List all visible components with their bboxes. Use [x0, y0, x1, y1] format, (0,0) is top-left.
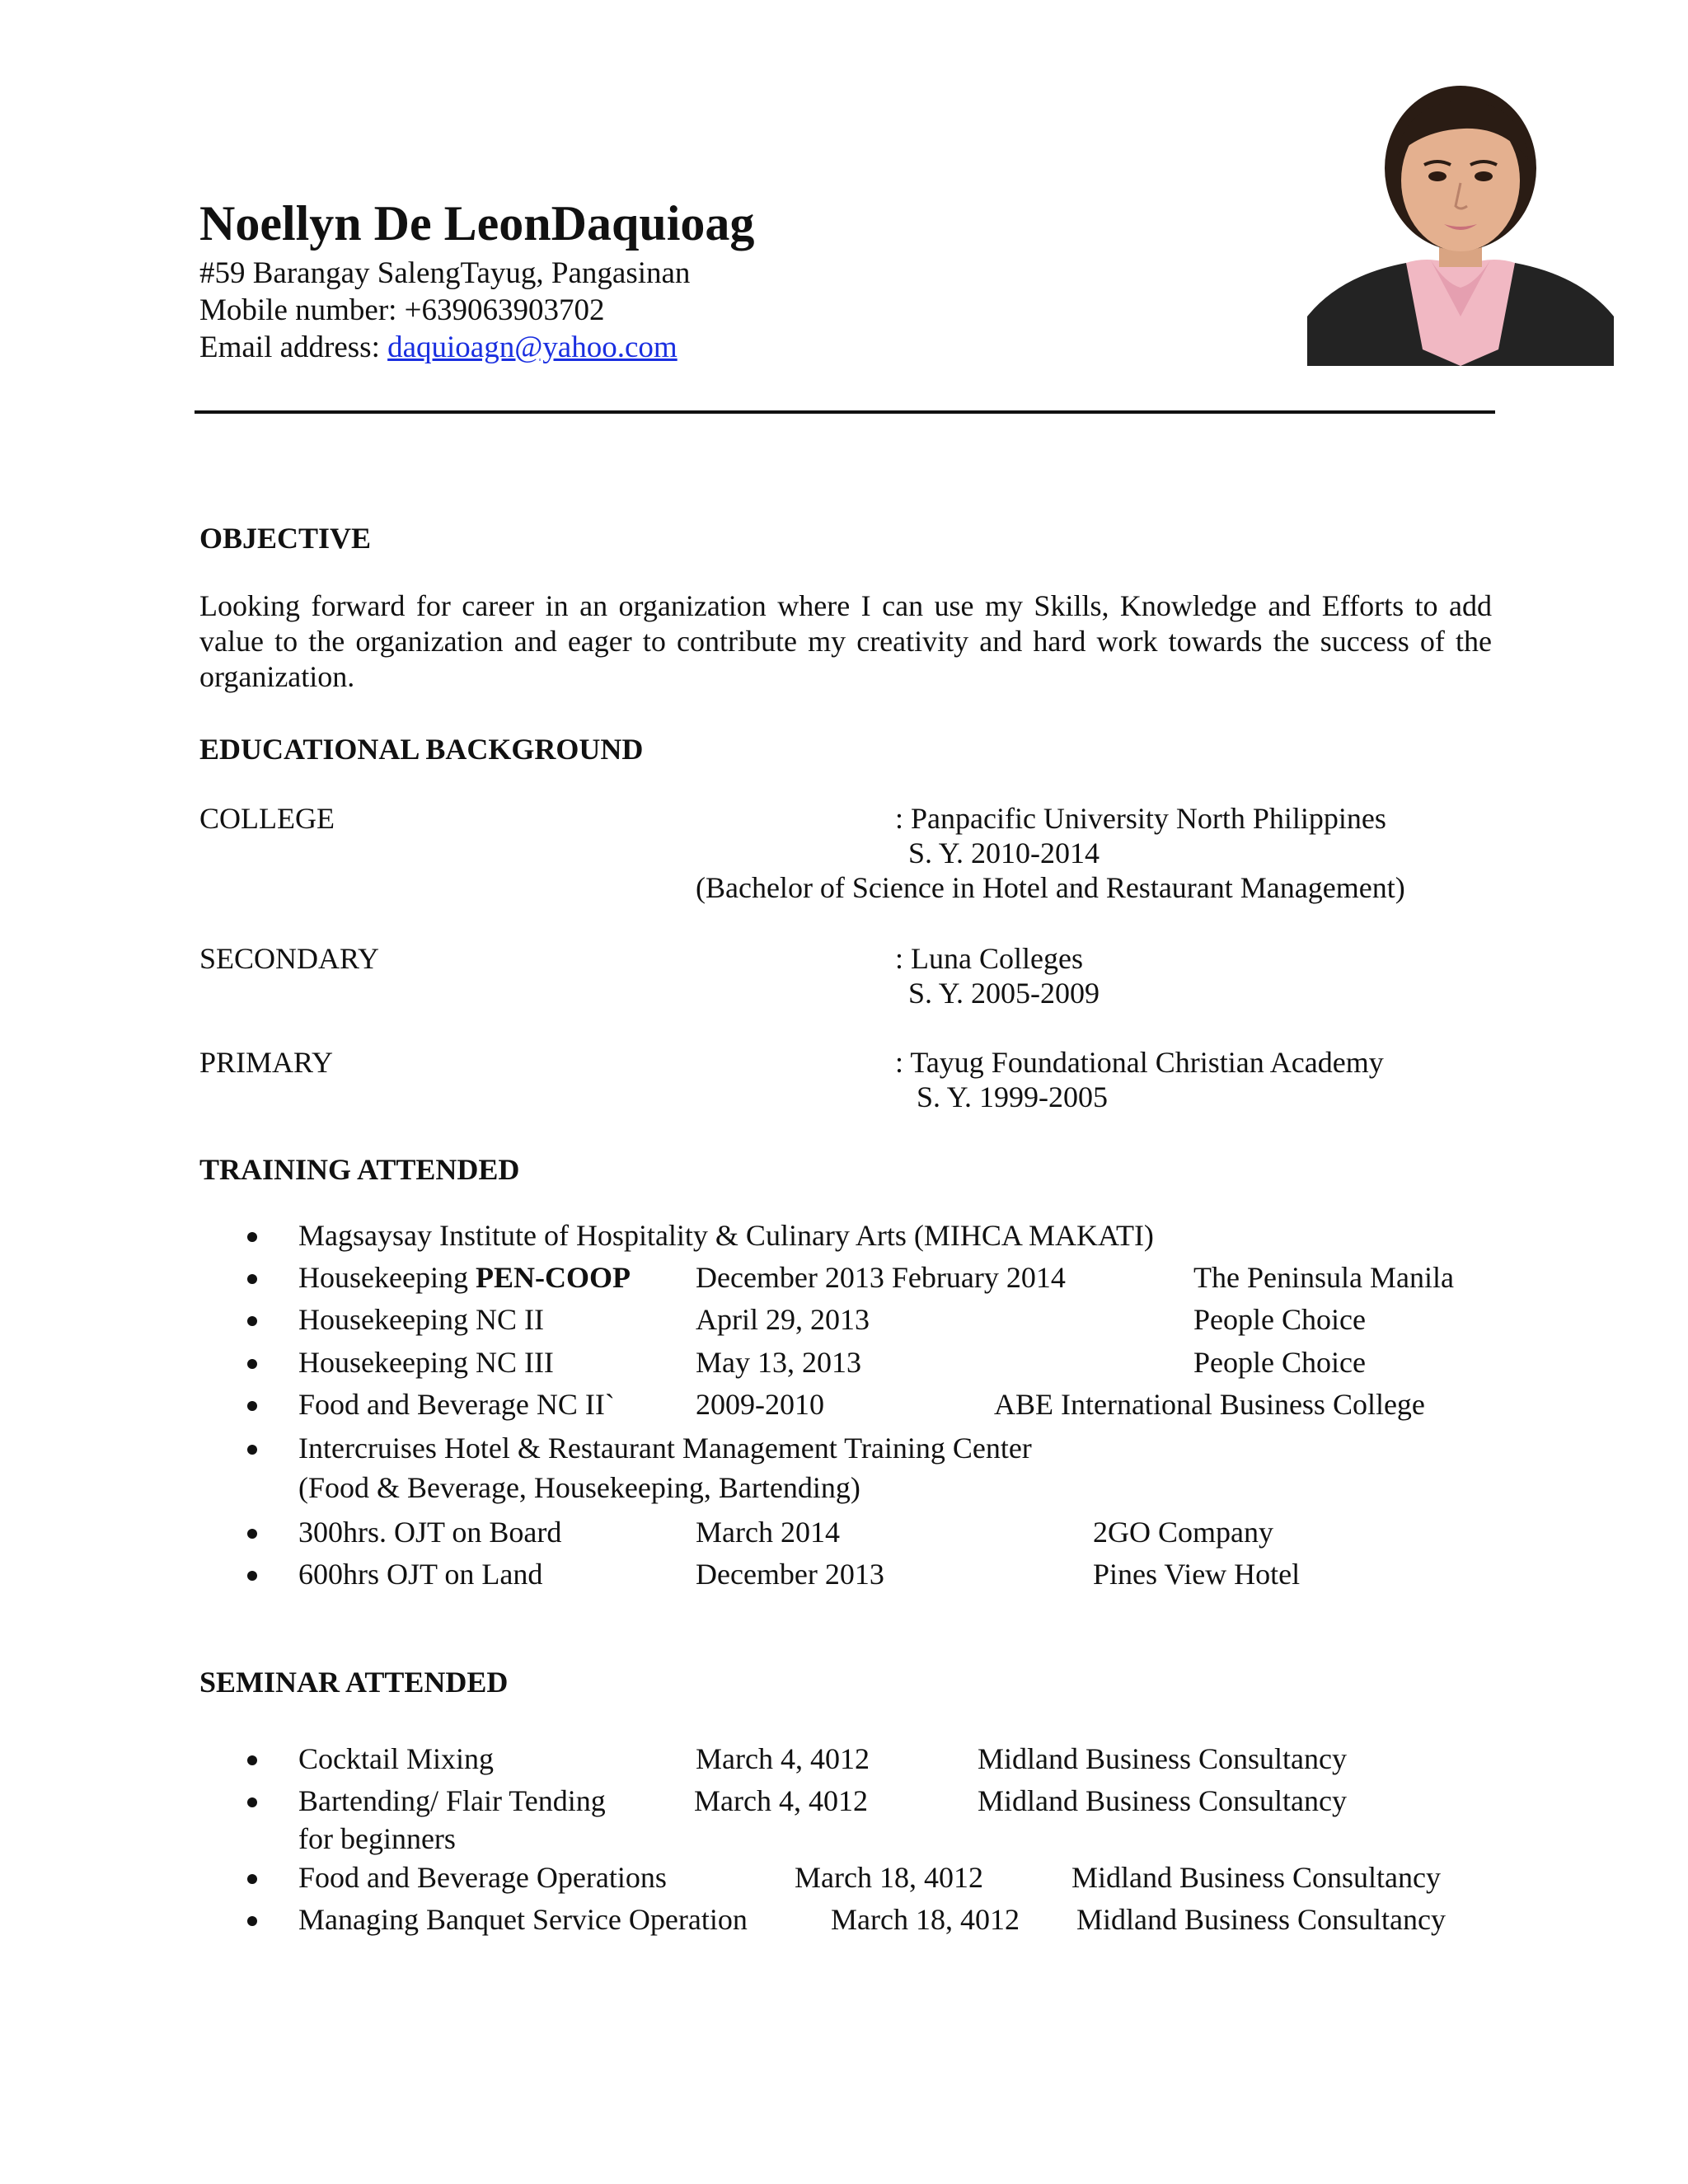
bullet [247, 1445, 257, 1455]
bullet [247, 1916, 257, 1926]
training-item-place: 2GO Company [1093, 1516, 1273, 1549]
training-item-sub: (Food & Beverage, Housekeeping, Bartending) [298, 1471, 860, 1504]
bullet [247, 1529, 257, 1539]
email-line [199, 330, 678, 366]
training-item-name [298, 1260, 631, 1295]
bullet [247, 1274, 257, 1284]
seminar-heading: SEMINAR ATTENDED [199, 1666, 509, 1699]
education-heading: EDUCATIONAL BACKGROUND [199, 733, 644, 766]
training-item-date: April 29, 2013 [696, 1303, 870, 1336]
seminar-item-date: March 18, 4012 [831, 1903, 1020, 1936]
email-label: Email address: [199, 330, 388, 364]
seminar-item-name: Cocktail Mixing [298, 1742, 494, 1775]
college-school: : Panpacific University North Philippines [895, 802, 1386, 835]
bullet [247, 1359, 257, 1369]
address-line: #59 Barangay SalengTayug, Pangasinan [199, 256, 691, 290]
college-label: COLLEGE [199, 802, 335, 835]
bullet [247, 1797, 257, 1807]
training-item-name: 300hrs. OJT on Board [298, 1516, 562, 1549]
training-item-place: The Peninsula Manila [1193, 1261, 1454, 1294]
bullet [247, 1874, 257, 1884]
bullet [247, 1232, 257, 1242]
seminar-item-date: March 18, 4012 [795, 1861, 983, 1894]
seminar-item-sub: for beginners [298, 1822, 456, 1855]
college-degree: (Bachelor of Science in Hotel and Restaurant Management) [696, 871, 1405, 904]
training-item-date: December 2013 [696, 1558, 884, 1591]
training-item-place: People Choice [1193, 1303, 1366, 1336]
secondary-label: SECONDARY [199, 942, 380, 975]
training-item-place: People Choice [1193, 1346, 1366, 1379]
primary-label: PRIMARY [199, 1046, 334, 1079]
seminar-item-place: Midland Business Consultancy [1076, 1903, 1446, 1936]
training-heading: TRAINING ATTENDED [199, 1153, 520, 1186]
training-item-date: May 13, 2013 [696, 1346, 861, 1379]
seminar-item-place: Midland Business Consultancy [978, 1784, 1347, 1817]
secondary-year: S. Y. 2005-2009 [908, 977, 1100, 1010]
bullet [247, 1571, 257, 1581]
applicant-name: Noellyn De LeonDaquioag [199, 196, 755, 251]
email-link[interactable]: daquioagn@yahoo.com [387, 330, 678, 364]
training-item-name: Intercruises Hotel & Restaurant Management Training Center [298, 1432, 1032, 1465]
training-item-name: Magsaysay Institute of Hospitality & Culinary Arts (MIHCA MAKATI) [298, 1219, 1154, 1252]
training-item-bold: PEN-COOP [475, 1261, 631, 1294]
profile-photo [1307, 77, 1614, 366]
training-item-name: Food and Beverage NC II` [298, 1388, 615, 1421]
training-item-date: December 2013 February 2014 [696, 1261, 1066, 1294]
secondary-school: : Luna Colleges [895, 942, 1083, 975]
training-item-name: Housekeeping NC II [298, 1303, 544, 1336]
training-item-date: 2009-2010 [696, 1388, 824, 1421]
training-item-name-text: Housekeeping [298, 1261, 476, 1294]
objective-text: Looking forward for career in an organization where I can use my Skills, Knowledge and Efforts to add value to the organization and eager to contribute my creativity and hard work towards the success of the organization. [199, 589, 1492, 693]
primary-school: : Tayug Foundational Christian Academy [895, 1046, 1384, 1079]
bullet [247, 1755, 257, 1765]
training-item-place: ABE International Business College [994, 1388, 1425, 1421]
training-item-name: Housekeeping NC III [298, 1346, 554, 1379]
training-item-date: March 2014 [696, 1516, 840, 1549]
seminar-item-name: Bartending/ Flair Tending [298, 1784, 606, 1817]
seminar-item-place: Midland Business Consultancy [978, 1742, 1347, 1775]
mobile-line: Mobile number: +639063903702 [199, 293, 605, 327]
seminar-item-date: March 4, 4012 [696, 1742, 870, 1775]
seminar-item-name: Food and Beverage Operations [298, 1861, 667, 1894]
header-divider [195, 410, 1495, 414]
seminar-item-place: Midland Business Consultancy [1071, 1861, 1441, 1894]
seminar-item-name: Managing Banquet Service Operation [298, 1903, 748, 1936]
bullet [247, 1316, 257, 1326]
bullet [247, 1401, 257, 1411]
primary-year: S. Y. 1999-2005 [917, 1080, 1109, 1113]
training-item-name: 600hrs OJT on Land [298, 1558, 543, 1591]
objective-heading: OBJECTIVE [199, 522, 372, 555]
training-item-place: Pines View Hotel [1093, 1558, 1301, 1591]
seminar-item-date: March 4, 4012 [694, 1784, 868, 1817]
college-year: S. Y. 2010-2014 [908, 837, 1100, 869]
